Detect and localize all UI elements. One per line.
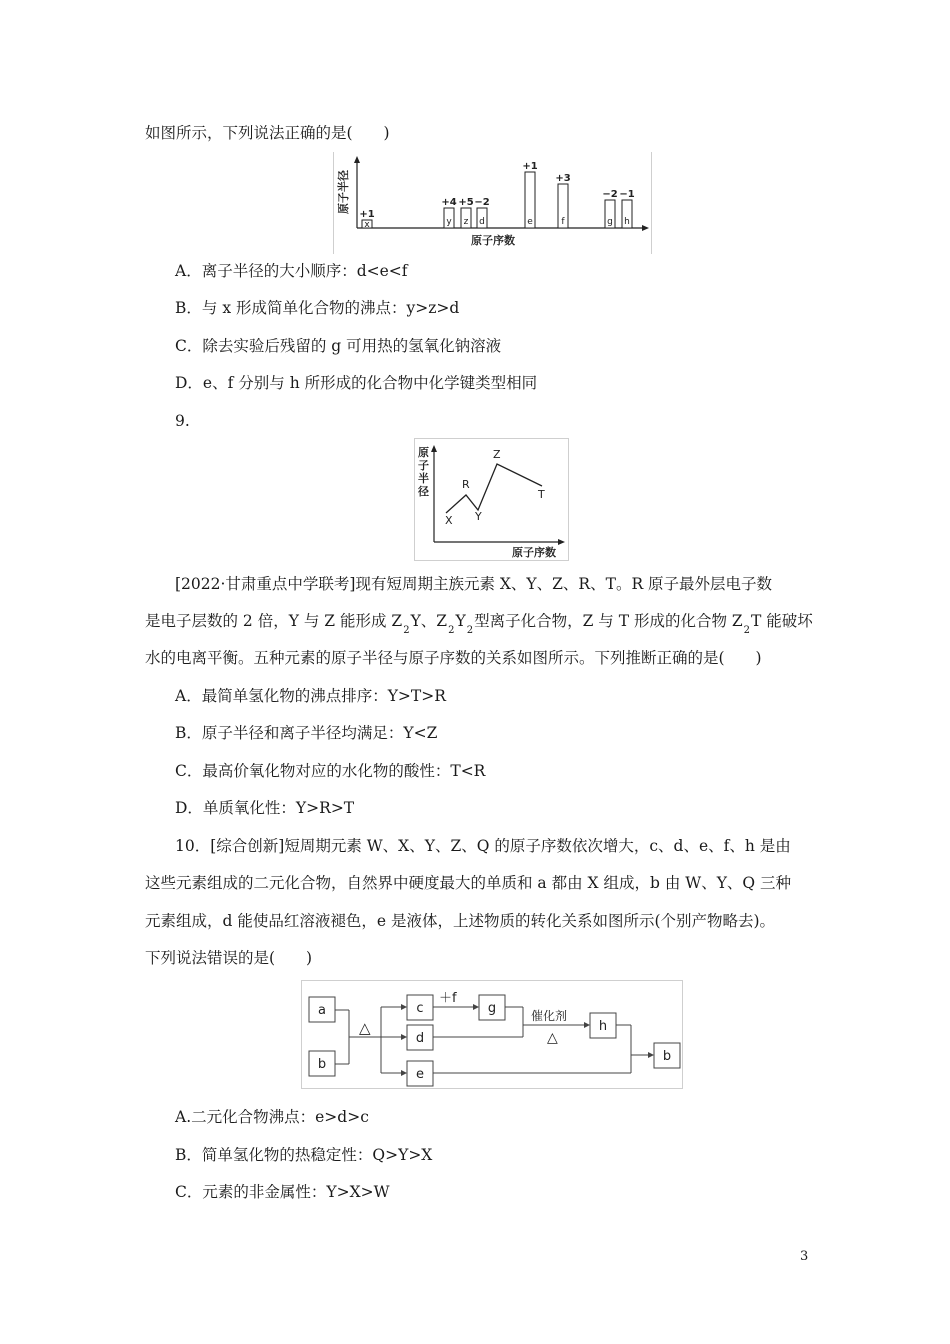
q9-figure [414,438,570,562]
q8-bar-valence-z: +5 [458,197,474,208]
q8-figure [333,152,653,254]
q9-sub-4: 2 [743,625,751,636]
q8-bar-valence-f: +3 [555,173,571,184]
q9-point-z: Z [493,448,501,461]
page-number: 3 [800,1249,809,1264]
q8-bar-valence-h: −1 [619,189,635,200]
q9-sub-3: 2 [466,625,474,636]
q10-heat: △ [359,1019,371,1037]
q9-x-axis-label: 原子序数 [512,546,556,559]
q9-sub-1: 2 [403,625,410,636]
q9-curve [446,464,542,513]
q8-stem: 如图所示，下列说法正确的是( ) [145,124,390,142]
q8-x-axis-label: 原子序数 [471,234,515,247]
q9-stem-line3: 水的电离平衡。五种元素的原子半径与原子序数的关系如图所示。下列推断正确的是( ) [145,649,762,667]
q9-stem-line2-d: 型离子化合物，Z 与 T 形成的化合物 Z [474,612,743,630]
q10-heat2: △ [547,1030,558,1046]
q8-option-a: A．离子半径的大小顺序：d<e<f [175,262,408,280]
q9-point-r: R [462,478,470,491]
q9-stem-line1: [2022·甘肃重点中学联考]现有短周期主族元素 X、Y、Z、R、T。R 原子最外层电子数 [175,575,773,593]
q8-bar-label-h: h [624,217,630,227]
q8-bar-label-y: y [446,217,452,227]
q9-sub-2: 2 [448,625,455,636]
q8-bar-valence-d: −2 [474,197,490,208]
q9-y-label-4: 径 [418,485,429,498]
q8-bar-label-g: g [607,217,613,227]
q10-plus-f: ＋f [439,991,457,1006]
q10-figure [301,980,684,1090]
q8-bar-valence-y: +4 [441,197,457,208]
q10-option-b: B．简单氢化物的热稳定性：Q>Y>X [175,1146,433,1164]
q10-label-d: d [415,1031,425,1046]
q10-catalyst: 催化剂 [531,1009,568,1023]
q10-stem-line3: 元素组成，d 能使品红溶液褪色，e 是液体，上述物质的转化关系如图所示(个别产物略去)。 [145,912,776,930]
q8-bar-valence-x: +1 [359,209,375,220]
q8-option-b: B．与 x 形成简单化合物的沸点：y>z>d [175,299,460,317]
q8-bar-valence-e: +1 [522,161,538,172]
q10-stem-line2: 这些元素组成的二元化合物，自然界中硬度最大的单质和 a 都由 X 组成，b 由 W、Y、Q 三种 [145,874,792,892]
q8-option-d: D．e、f 分别与 h 所形成的化合物中化学键类型相同 [175,374,538,392]
q8-y-axis-label: 原子半径 [337,170,350,214]
q10-label-c: c [416,1001,424,1016]
q9-option-b: B．原子半径和离子半径均满足：Y<Z [175,724,438,742]
q9-stem-line2-c: Y [455,612,466,630]
q10-label-h: h [598,1019,608,1034]
q10-label-e: e [416,1067,424,1082]
q8-bar-label-f: f [561,217,565,227]
q9-option-d: D．单质氧化性：Y>R>T [175,799,355,817]
q10-stem-line1: 10．[综合创新]短周期元素 W、X、Y、Z、Q 的原子序数依次增大，c、d、e、f、h 是由 [175,837,791,855]
q8-bar-label-x: x [364,220,370,230]
q8-option-c: C．除去实验后残留的 g 可用热的氢氧化钠溶液 [175,337,502,355]
q9-number: 9. [175,412,190,430]
q9-stem-line2 [145,610,813,635]
q9-y-label-1: 原 [418,446,429,459]
q9-point-y: Y [475,510,482,523]
q9-stem-line2-e: T 能破坏 [751,612,813,630]
q8-bar-label-e: e [527,217,533,227]
q10-label-g: g [487,1001,497,1016]
q10-stem-line4: 下列说法错误的是( ) [145,949,313,967]
q8-bar-valence-g: −2 [602,189,618,200]
q9-stem-line2-a: 是电子层数的 2 倍，Y 与 Z 能形成 Z [145,612,403,630]
q9-option-c: C．最高价氧化物对应的水化物的酸性：T<R [175,762,486,780]
q10-label-b: b [317,1057,327,1072]
q8-bar-label-d: d [479,217,485,227]
q10-option-c: C．元素的非金属性：Y>X>W [175,1183,390,1201]
q10-option-a: A.二元化合物沸点：e>d>c [175,1108,369,1126]
q9-point-t: T [538,488,545,501]
q10-label-a: a [318,1003,326,1018]
q9-point-x: X [445,514,453,527]
q10-label-b2: b [662,1049,672,1064]
q9-y-label-3: 半 [418,472,429,485]
q8-bar-label-z: z [463,217,469,227]
q9-y-label-2: 子 [418,459,429,472]
q9-option-a: A．最简单氢化物的沸点排序：Y>T>R [175,687,446,705]
q9-stem-line2-b: Y、Z [410,612,448,630]
